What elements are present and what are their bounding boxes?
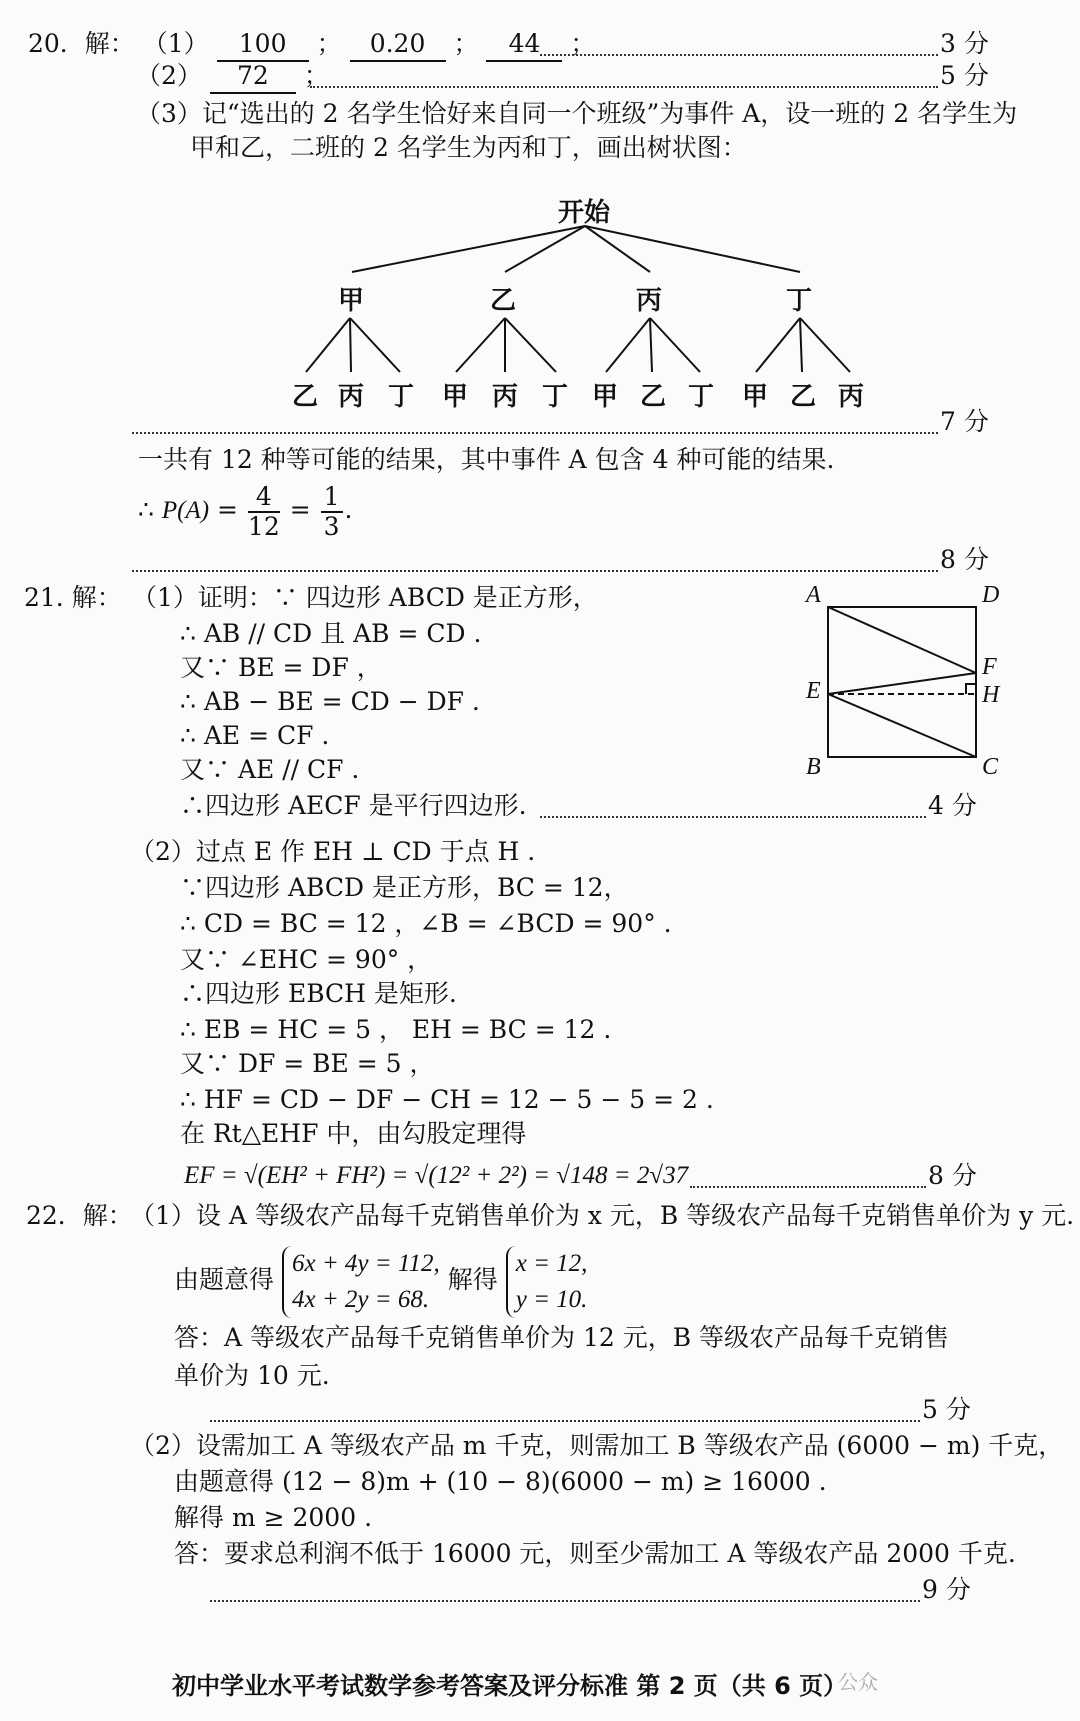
point-label-c: C	[982, 754, 999, 780]
q20-score-3: 3 分	[940, 29, 989, 58]
tree-leaf: 丙	[492, 382, 519, 412]
q20-score-5: 5 分	[940, 61, 989, 90]
tree-branch-3: 丙	[636, 286, 663, 316]
q21-number: 21. 解：	[24, 583, 122, 612]
q22-system	[174, 1244, 587, 1318]
q21-p2-line: 在 Rt△EHF 中，由勾股定理得	[180, 1119, 527, 1148]
tree-leaf: 乙	[640, 382, 667, 412]
solve-text: 解得	[447, 1265, 498, 1294]
q21-p1-line: 又∵ AE // CF .	[180, 755, 360, 784]
q22-p2-line2: 由题意得 (12 − 8)m + (10 − 8)(6000 − m) ≥ 16000 .	[174, 1467, 827, 1496]
q22-p2-line4: 答：要求总利润不低于 16000 元，则至少需加工 A 等级农产品 2000 千克.	[174, 1539, 1016, 1568]
tree-branch-4: 丁	[786, 286, 813, 316]
q20-number: 20．解：	[28, 29, 135, 58]
solution-system	[506, 1246, 588, 1318]
q21-score-8: 8 分	[928, 1161, 977, 1190]
tree-leaf: 丁	[542, 382, 569, 412]
q20-part1-label: （1）	[142, 29, 209, 58]
q22-p2-line1: （2）设需加工 A 等级农产品 m 千克，则需加工 B 等级农产品 (6000 − m) 千克，	[130, 1431, 1064, 1460]
q21-p2-line: ∴四边形 EBCH 是矩形.	[180, 979, 457, 1008]
tree-leaf: 乙	[292, 382, 319, 412]
numerator: 4	[248, 483, 280, 513]
q20-part3-line2: 甲和乙，二班的 2 名学生为丙和丁，画出树状图：	[190, 133, 747, 162]
tree-leaf: 甲	[442, 382, 469, 412]
solution-1: x = 12,	[515, 1249, 588, 1277]
q21-p1-line: ∴ AB // CD 且 AB = CD .	[180, 619, 482, 648]
square-figure	[0, 0, 1080, 800]
q21-p2-line: ∴ EB = HC = 5 ， EH = BC = 12 .	[180, 1015, 612, 1044]
tree-leaf: 甲	[742, 382, 769, 412]
q21-p2-line: （2）过点 E 作 EH ⊥ CD 于点 H .	[130, 837, 536, 866]
q20-blank-c: 44	[486, 28, 562, 62]
q20-part3-line1: （3）记“选出的 2 名学生恰好来自同一个班级”为事件 A，设一班的 2 名学生为	[136, 99, 1018, 128]
tree-leaf: 丙	[338, 382, 365, 412]
leader-dots	[540, 816, 926, 818]
q21-p1-line: ∴ AE = CF .	[180, 721, 330, 750]
leader-dots	[210, 1420, 920, 1422]
tree-leaf: 丁	[688, 382, 715, 412]
tree-branch-2: 乙	[490, 286, 517, 316]
q20-blank-a: 100	[217, 28, 309, 62]
q20-score-8: 8 分	[940, 545, 989, 574]
q22-answer-line1: 答：A 等级农产品每千克销售单价为 12 元，B 等级农产品每千克销售	[174, 1323, 950, 1352]
point-label-e: E	[806, 678, 821, 704]
prob-lhs: P(A)	[161, 497, 210, 524]
equation-system	[282, 1246, 440, 1318]
q22-p1-line1: （1）设 A 等级农产品每千克销售单价为 x 元，B 等级农产品每千克销售单价为 y 元.	[130, 1201, 1075, 1230]
period: .	[344, 495, 353, 524]
point-label-f: F	[982, 654, 997, 680]
watermark-text: 公众	[838, 1670, 878, 1694]
q21-p2-line: ∵四边形 ABCD 是正方形，BC = 12，	[180, 873, 629, 902]
tree-leaf: 丁	[388, 382, 415, 412]
separator: ；	[570, 29, 596, 58]
q21-score-4: 4 分	[928, 791, 977, 820]
tree-branch-1: 甲	[338, 286, 365, 316]
leader-dots	[690, 1186, 926, 1188]
equation-1: 6x + 4y = 112,	[291, 1249, 440, 1277]
separator: ；	[303, 61, 329, 90]
numerator: 1	[321, 483, 343, 513]
q21-p1-line: （1）证明：∵ 四边形 ABCD 是正方形，	[132, 583, 598, 612]
q21-p1-line: 又∵ BE = DF ，	[180, 653, 382, 682]
q21-p2-line: 又∵ ∠EHC = 90° ，	[180, 945, 433, 974]
tree-leaf: 丙	[838, 382, 865, 412]
q22-answer-line2: 单价为 10 元.	[174, 1361, 330, 1390]
point-label-h: H	[982, 682, 1000, 708]
q21-p2-line: ∴ HF = CD − DF − CH = 12 − 5 − 5 = 2 .	[180, 1085, 714, 1114]
point-label-b: B	[806, 754, 821, 780]
q22-score-9: 9 分	[922, 1575, 971, 1604]
equals: =	[217, 495, 238, 524]
separator: ；	[316, 29, 342, 58]
therefore-symbol: ∴	[138, 495, 154, 524]
q20-part2-label: （2）	[136, 61, 202, 90]
q22-p2-line3: 解得 m ≥ 2000 .	[174, 1503, 373, 1532]
tree-leaf: 乙	[790, 382, 817, 412]
q21-ef-equation: EF = √(EH² + FH²) = √(12² + 2²) = √148 = 2√37	[184, 1162, 689, 1189]
equals: =	[289, 495, 311, 524]
equation-2: 4x + 2y = 68.	[291, 1285, 430, 1313]
q22-number: 22．解：	[26, 1201, 133, 1230]
denominator: 12	[247, 511, 280, 541]
tree-leaf: 甲	[592, 382, 619, 412]
point-label-a: A	[806, 582, 821, 608]
leader-dots	[210, 1600, 920, 1602]
q21-p2-line: 又∵ DF = BE = 5 ，	[180, 1049, 435, 1078]
separator: ；	[453, 29, 479, 58]
page-footer: 初中学业水平考试数学参考答案及评分标准 第 2 页（共 6 页）	[172, 1672, 848, 1700]
denominator: 3	[323, 511, 340, 541]
q20-blank-b: 0.20	[350, 28, 446, 62]
q21-p1-line: ∴ AB − BE = CD − DF .	[180, 687, 480, 716]
point-label-d: D	[982, 582, 1000, 608]
q21-p1-line: ∴四边形 AECF 是平行四边形.	[180, 791, 527, 820]
q21-p2-line: ∴ CD = BC = 12 ，∠B = ∠BCD = 90° .	[180, 909, 672, 938]
q20-score-7: 7 分	[940, 407, 989, 436]
setup-text: 由题意得	[174, 1265, 275, 1294]
tree-root: 开始	[558, 198, 611, 228]
solution-2: y = 10.	[515, 1285, 588, 1313]
q22-score-5: 5 分	[922, 1395, 971, 1424]
q20-result: 一共有 12 种等可能的结果，其中事件 A 包含 4 种可能的结果.	[138, 445, 835, 474]
q20-part2-blank: 72	[210, 60, 296, 94]
